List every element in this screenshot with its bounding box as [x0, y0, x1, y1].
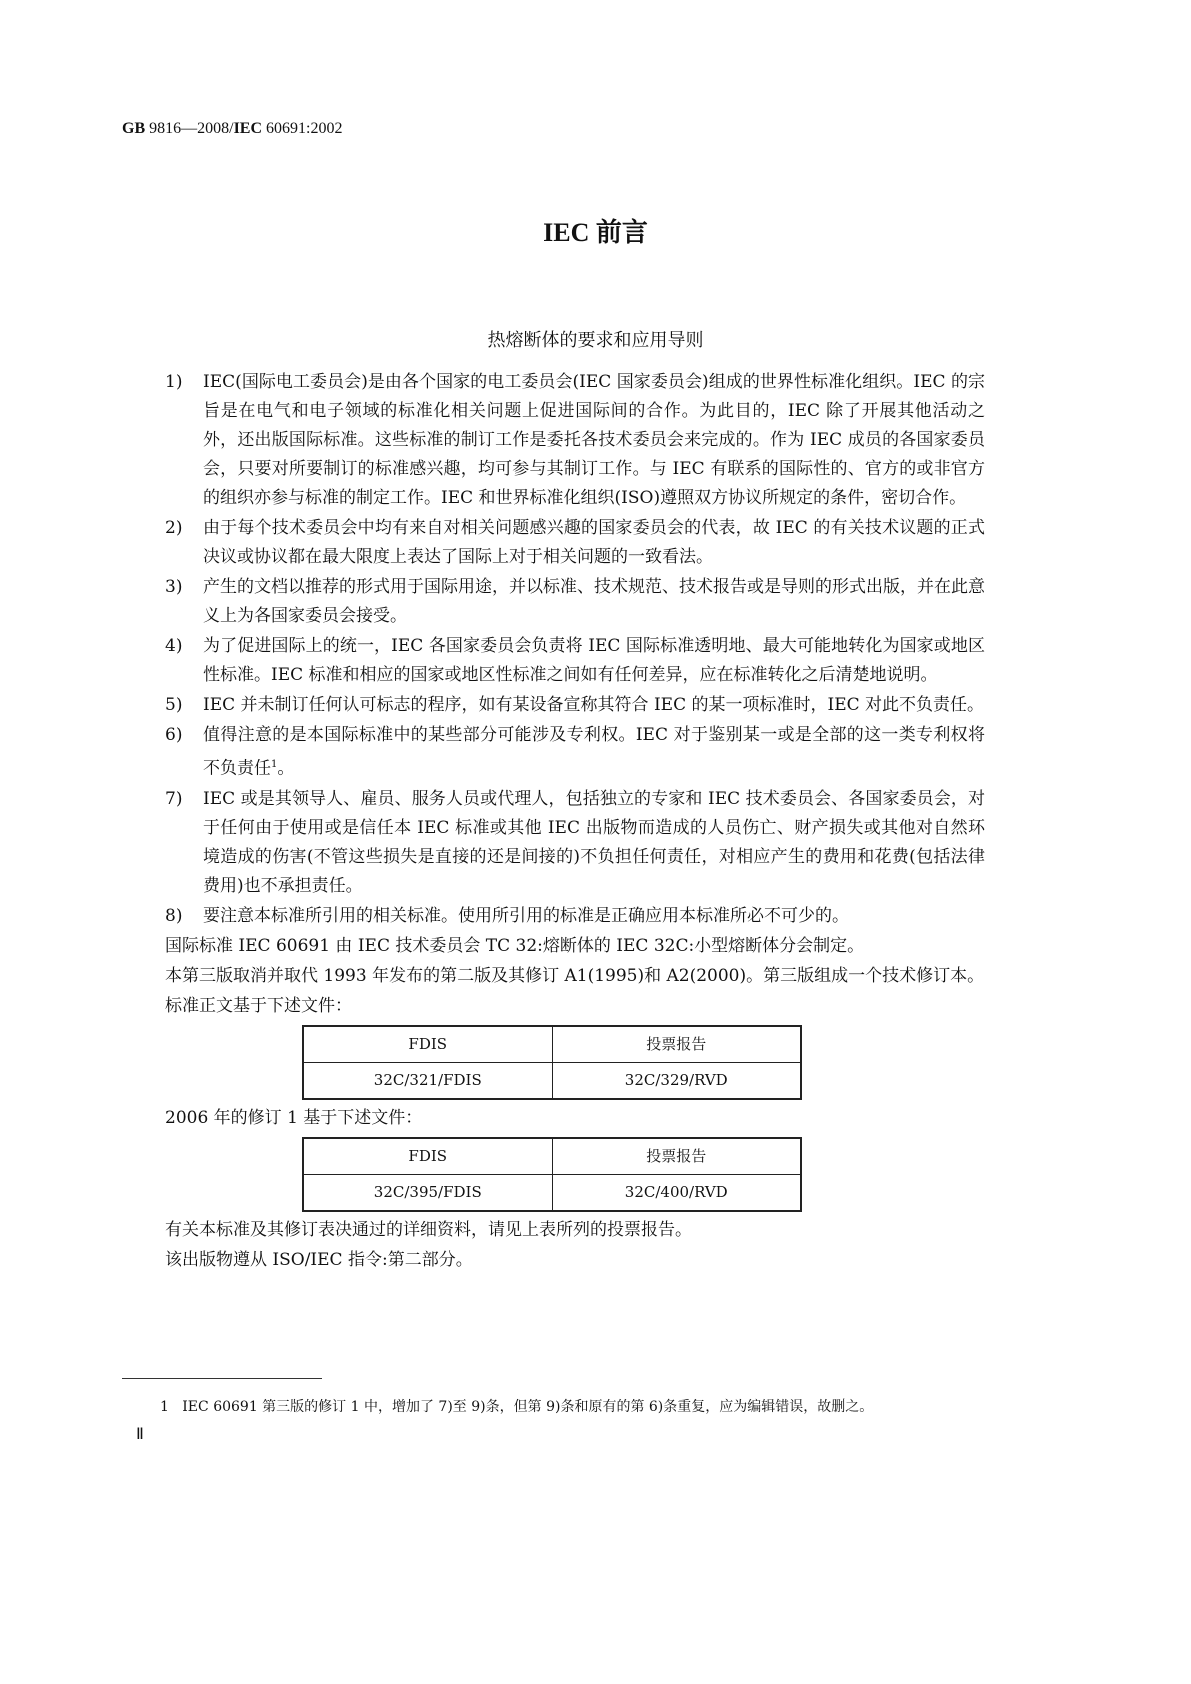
list-item [165, 785, 985, 901]
item-number: 4) [165, 636, 183, 656]
footnote-text: IEC 60691 第三版的修订 1 中，增加了 7)至 9)条，但第 9)条和原有的第 6)条重复，应为编辑错误，故删之。 [182, 1399, 874, 1415]
item-number: 5) [165, 695, 183, 715]
table-cell: 32C/395/FDIS [303, 1174, 552, 1211]
paragraph: 标准正文基于下述文件： [165, 995, 352, 1016]
item-number: 2) [165, 518, 183, 538]
paragraph: 本第三版取消并取代 1993 年发布的第二版及其修订 A1(1995)和 A2(2000)。第三版组成一个技术修订本。 [165, 965, 985, 986]
footnote [160, 1396, 873, 1416]
item-number: 7) [165, 788, 183, 809]
paragraph: 2006 年的修订 1 基于下述文件： [165, 1107, 423, 1128]
documents-table-1 [302, 1025, 802, 1100]
item-text: 为了促进国际上的统一，IEC 各国家委员会负责将 IEC 国际标准透明地、最大可能地转化为国家或地区性标准。IEC 标准和相应的国家或地区性标准之间如有任何差异，应在标准转化之后清楚地说明。 [203, 636, 985, 685]
body-text [165, 368, 985, 1276]
paragraph: 该出版物遵从 ISO/IEC 指令:第二部分。 [165, 1249, 473, 1270]
list-item [165, 632, 985, 690]
item-text: IEC(国际电工委员会)是由各个国家的电工委员会(IEC 国家委员会)组成的世界性标准化组织。IEC 的宗旨是在电气和电子领域的标准化相关问题上促进国际间的合作。为此目的，IEC 除了开展其他活动之外，还出版国际标准。这些标准的制订工作是委托各技术委员会来完成的。作为 IEC 成员的各国家委员会，只要对所要制订的标准感兴趣，均可参与其制订工作。与 IEC 有联系的国际性的、官方的或非官方的组织亦参与标准的制定工作。IEC 和世界标准化组织(ISO)遵照双方协议所规定的条件，密切合作。 [203, 372, 985, 508]
table-header: FDIS [303, 1026, 552, 1063]
item-text: 产生的文档以推荐的形式用于国际用途，并以标准、技术规范、技术报告或是导则的形式出版，并在此意义上为各国家委员会接受。 [203, 577, 985, 626]
iec-number: 60691:2002 [262, 120, 343, 137]
paragraph: 有关本标准及其修订表决通过的详细资料，请见上表所列的投票报告。 [165, 1219, 692, 1240]
footnote-number: 1 [160, 1399, 169, 1415]
paragraph: 国际标准 IEC 60691 由 IEC 技术委员会 TC 32:熔断体的 IEC 32C:小型熔断体分会制定。 [165, 935, 865, 956]
footnote-ref: 1 [271, 759, 278, 770]
subtitle: 热熔断体的要求和应用导则 [487, 330, 704, 351]
documents-table-2 [302, 1137, 802, 1212]
item-number: 8) [165, 905, 183, 926]
iec-prefix: IEC [233, 120, 263, 137]
item-number: 3) [165, 577, 183, 597]
item-text: IEC 并未制订任何认可标志的程序，如有某设备宣称其符合 IEC 的某一项标准时，IEC 对此不负责任。 [203, 695, 985, 715]
item-text-tail: 。 [277, 758, 295, 779]
list-item [165, 514, 985, 572]
page-title: IEC 前言 [543, 218, 648, 247]
page-number: Ⅱ [136, 1426, 144, 1443]
item-text: 值得注意的是本国际标准中的某些部分可能涉及专利权。IEC 对于鉴别某一或是全部的这一类专利权将不负责任 [203, 725, 985, 779]
table-cell: 32C/321/FDIS [303, 1062, 552, 1099]
item-number: 6) [165, 725, 183, 745]
table-header: FDIS [303, 1138, 552, 1175]
table-cell: 32C/329/RVD [552, 1062, 801, 1099]
item-text: IEC 或是其领导人、雇员、服务人员或代理人，包括独立的专家和 IEC 技术委员会、各国家委员会，对于任何由于使用或是信任本 IEC 标准或其他 IEC 出版物而造成的人员伤亡、财产损失或其他对自然环境造成的伤害(不管这些损失是直接的还是间接的)不负担任何责任，对相应产生的费用和花费(包括法律费用)也不承担责任。 [203, 788, 985, 896]
item-text: 要注意本标准所引用的相关标准。使用所引用的标准是正确应用本标准所必不可少的。 [203, 905, 849, 926]
item-number: 1) [165, 372, 183, 392]
table-header: 投票报告 [552, 1026, 801, 1063]
standard-code [122, 120, 342, 138]
list-item [165, 573, 985, 631]
code-number: 9816—2008/ [145, 120, 234, 137]
list-item [165, 691, 985, 720]
list-item [165, 721, 985, 784]
table-cell: 32C/400/RVD [552, 1174, 801, 1211]
list-item [165, 368, 985, 513]
item-text: 由于每个技术委员会中均有来自对相关问题感兴趣的国家委员会的代表，故 IEC 的有关技术议题的正式决议或协议都在最大限度上表达了国际上对于相关问题的一致看法。 [203, 518, 985, 567]
list-item [165, 902, 985, 931]
table-header: 投票报告 [552, 1138, 801, 1175]
footnote-divider [122, 1378, 322, 1379]
code-prefix: GB [122, 120, 146, 137]
